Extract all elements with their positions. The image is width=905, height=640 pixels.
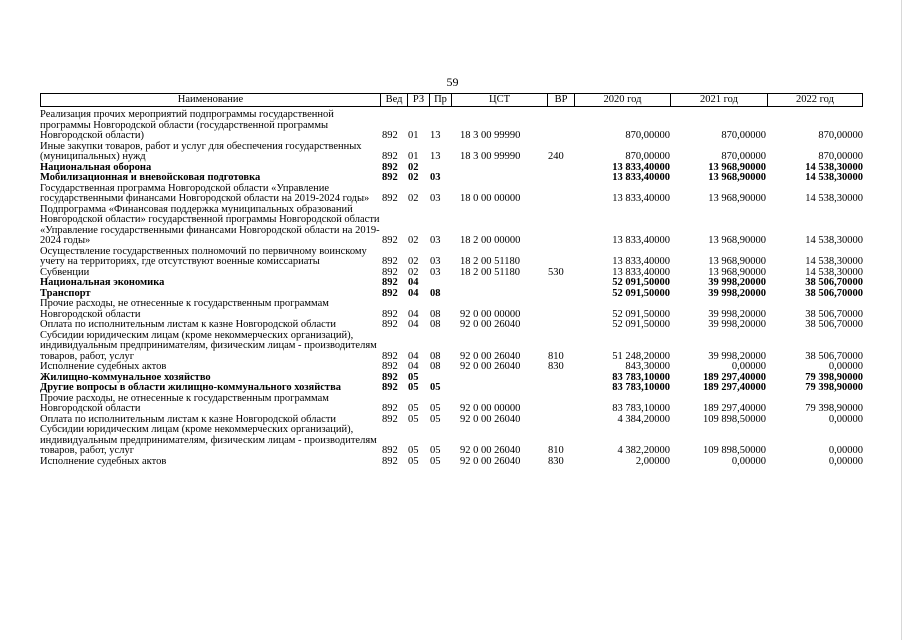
cell-ved: 892 — [382, 172, 398, 183]
cell-ved: 892 — [382, 371, 398, 383]
cell-y2021: 13 968,90000 — [708, 256, 766, 267]
cell-name: Национальная экономика — [40, 277, 165, 288]
table-row — [40, 457, 863, 468]
table-row — [40, 425, 863, 457]
table-header — [40, 93, 863, 107]
cell-y2022: 14 538,30000 — [805, 266, 863, 278]
cell-y2020: 13 833,40000 — [612, 193, 670, 204]
cell-cst: 92 0 00 00000 — [460, 308, 521, 320]
cell-name: Оплата по исполнительным листам к казне Новгородской области — [40, 319, 337, 330]
cell-rz: 02 — [408, 172, 419, 183]
cell-cst: 92 0 00 26040 — [460, 361, 521, 372]
cell-ved: 892 — [382, 350, 398, 362]
cell-rz: 04 — [408, 350, 419, 362]
cell-y2021: 13 968,90000 — [708, 235, 766, 246]
cell-y2021: 39 998,20000 — [708, 350, 766, 362]
cell-cst: 92 0 00 26040 — [460, 413, 521, 425]
cell-vr: 240 — [548, 151, 564, 162]
table-row — [40, 383, 863, 394]
cell-y2020: 51 248,20000 — [612, 350, 670, 362]
budget-table — [40, 110, 863, 467]
cell-y2022: 38 506,70000 — [805, 277, 863, 288]
cell-y2022: 14 538,30000 — [805, 256, 863, 267]
cell-y2020: 13 833,40000 — [612, 256, 670, 267]
cell-y2021: 870,00000 — [721, 130, 766, 141]
cell-y2021: 109 898,50000 — [703, 413, 766, 425]
cell-cst: 92 0 00 26040 — [460, 445, 521, 456]
cell-name: Государственная программа Новгородской области «Управление государственными финансами Новгородской области на 2019-2024 годы» — [40, 182, 370, 204]
cell-cst: 18 2 00 51180 — [460, 266, 520, 278]
cell-y2020: 52 091,50000 — [612, 287, 670, 299]
table-row — [40, 278, 863, 289]
cell-y2020: 83 783,10000 — [612, 403, 670, 414]
cell-pr: 13 — [430, 130, 441, 141]
cell-ved: 892 — [382, 151, 398, 162]
cell-name: Другие вопросы в области жилищно-коммунального хозяйства — [40, 382, 342, 393]
cell-name: Подпрограмма «Финансовая поддержка муниципальных образований Новгородской области» государственной программы Новгородской области «Управление государственными финансами Новгородской области на 2019-2024 годы» — [40, 203, 380, 246]
header-ved: Вед — [381, 94, 408, 106]
cell-rz: 02 — [408, 266, 419, 278]
cell-y2021: 870,00000 — [721, 151, 766, 162]
cell-y2021: 13 968,90000 — [708, 193, 766, 204]
cell-pr: 05 — [430, 403, 441, 414]
cell-ved: 892 — [382, 256, 398, 267]
cell-y2021: 13 968,90000 — [708, 172, 766, 183]
cell-y2021: 189 297,40000 — [703, 371, 766, 383]
table-row — [40, 173, 863, 184]
cell-y2020: 52 091,50000 — [612, 277, 670, 288]
cell-pr: 03 — [430, 235, 441, 246]
cell-name: Субсидии юридическим лицам (кроме некоммерческих организаций), индивидуальным предпринимателям, физическим лицам - производителям товаров, работ, услуг — [40, 329, 377, 362]
cell-y2022: 14 538,30000 — [805, 172, 863, 183]
cell-name: Исполнение судебных актов — [40, 361, 167, 372]
page-number: 59 — [446, 75, 459, 89]
cell-y2022: 0,00000 — [828, 445, 863, 456]
cell-rz: 04 — [408, 361, 419, 372]
header-vr: ВР — [548, 94, 575, 106]
cell-y2022: 870,00000 — [818, 151, 863, 162]
cell-y2020: 83 783,10000 — [612, 371, 670, 383]
cell-y2020: 4 382,20000 — [617, 445, 670, 456]
cell-rz: 04 — [408, 308, 419, 320]
cell-name: Субсидии юридическим лицам (кроме некоммерческих организаций), индивидуальным предпринимателям, физическим лицам - производителям товаров, работ, услуг — [40, 424, 377, 456]
cell-pr: 08 — [430, 308, 441, 320]
cell-pr: 08 — [430, 361, 441, 372]
cell-y2022: 79 398,90000 — [805, 382, 863, 393]
cell-rz: 05 — [408, 382, 419, 393]
cell-cst: 18 3 00 99990 — [460, 130, 521, 141]
cell-ved: 892 — [382, 403, 398, 414]
cell-y2020: 4 384,20000 — [617, 413, 670, 425]
cell-y2020: 52 091,50000 — [612, 308, 670, 320]
cell-y2022: 38 506,70000 — [805, 350, 863, 362]
cell-rz: 05 — [408, 403, 419, 414]
cell-vr: 810 — [548, 445, 564, 456]
cell-rz: 04 — [408, 287, 419, 299]
cell-y2021: 39 998,20000 — [708, 287, 766, 299]
cell-cst: 92 0 00 26040 — [460, 350, 521, 362]
cell-y2020: 52 091,50000 — [612, 319, 670, 330]
cell-y2020: 13 833,40000 — [612, 266, 670, 278]
cell-y2022: 14 538,30000 — [805, 193, 863, 204]
cell-y2020: 13 833,40000 — [612, 235, 670, 246]
cell-y2021: 39 998,20000 — [708, 308, 766, 320]
table-row — [40, 205, 863, 247]
cell-y2021: 189 297,40000 — [703, 403, 766, 414]
cell-rz: 02 — [408, 161, 419, 173]
cell-y2021: 13 968,90000 — [708, 266, 766, 278]
cell-ved: 892 — [382, 455, 398, 467]
header-2022: 2022 год — [796, 94, 834, 105]
cell-y2022: 38 506,70000 — [805, 287, 863, 299]
cell-vr: 810 — [548, 350, 564, 362]
cell-y2021: 13 968,90000 — [708, 161, 766, 173]
cell-rz: 04 — [408, 277, 419, 288]
cell-y2020: 843,30000 — [625, 361, 670, 372]
cell-ved: 892 — [382, 445, 398, 456]
cell-cst: 18 3 00 99990 — [460, 151, 521, 162]
cell-name: Транспорт — [40, 287, 91, 299]
cell-ved: 892 — [382, 235, 398, 246]
table-row — [40, 110, 863, 142]
cell-cst: 18 2 00 51180 — [460, 256, 520, 267]
table-row — [40, 184, 863, 205]
cell-cst: 92 0 00 00000 — [460, 403, 521, 414]
cell-rz: 05 — [408, 413, 419, 425]
header-rz: РЗ — [408, 94, 430, 106]
cell-vr: 830 — [548, 455, 564, 467]
table-row — [40, 142, 863, 163]
cell-pr: 03 — [430, 193, 441, 204]
cell-ved: 892 — [382, 161, 398, 173]
cell-rz: 01 — [408, 151, 419, 162]
cell-y2021: 39 998,20000 — [708, 319, 766, 330]
cell-y2022: 14 538,30000 — [805, 235, 863, 246]
cell-y2021: 0,00000 — [731, 361, 766, 372]
cell-rz: 04 — [408, 319, 419, 330]
cell-name: Жилищно-коммунальное хозяйство — [40, 371, 211, 383]
table-row — [40, 320, 863, 331]
cell-ved: 892 — [382, 319, 398, 330]
cell-ved: 892 — [382, 193, 398, 204]
cell-y2020: 2,00000 — [635, 455, 670, 467]
cell-y2021: 39 998,20000 — [708, 277, 766, 288]
cell-pr: 05 — [430, 445, 441, 456]
cell-cst: 92 0 00 26040 — [460, 455, 521, 467]
cell-y2021: 0,00000 — [731, 455, 766, 467]
cell-name: Национальная оборона — [40, 161, 152, 173]
cell-name: Осуществление государственных полномочий по первичному воинскому учету на территориях, где отсутствуют военные комиссариаты — [40, 245, 367, 267]
cell-rz: 05 — [408, 371, 419, 383]
cell-y2022: 79 398,90000 — [805, 371, 863, 383]
cell-name: Прочие расходы, не отнесенные к государственным программам Новгородской области — [40, 298, 329, 320]
table-row — [40, 299, 863, 320]
cell-y2020: 870,00000 — [625, 130, 670, 141]
header-pr: Пр — [430, 94, 452, 106]
cell-y2022: 0,00000 — [828, 361, 863, 372]
cell-y2020: 13 833,40000 — [612, 161, 670, 173]
cell-cst: 92 0 00 26040 — [460, 319, 521, 330]
cell-y2020: 13 833,40000 — [612, 172, 670, 183]
header-2020: 2020 год — [575, 94, 671, 106]
cell-name: Иные закупки товаров, работ и услуг для обеспечения государственных (муниципальных) нужд — [40, 140, 362, 162]
cell-ved: 892 — [382, 308, 398, 320]
cell-ved: 892 — [382, 266, 398, 278]
cell-ved: 892 — [382, 361, 398, 372]
table-row — [40, 247, 863, 268]
cell-rz: 02 — [408, 256, 419, 267]
table-row — [40, 362, 863, 373]
cell-name: Прочие расходы, не отнесенные к государственным программам Новгородской области — [40, 392, 329, 414]
cell-name: Субвенции — [40, 266, 90, 278]
cell-y2022: 79 398,90000 — [805, 403, 863, 414]
cell-rz: 02 — [408, 193, 419, 204]
cell-y2022: 0,00000 — [828, 455, 863, 467]
header-2021: 2021 год — [671, 94, 768, 106]
cell-cst: 18 0 00 00000 — [460, 193, 521, 204]
cell-rz: 02 — [408, 235, 419, 246]
cell-vr: 530 — [548, 266, 564, 278]
cell-y2021: 189 297,40000 — [703, 382, 766, 393]
header-cst: ЦСТ — [452, 94, 548, 106]
cell-pr: 05 — [430, 413, 441, 425]
table-row — [40, 331, 863, 363]
cell-ved: 892 — [382, 130, 398, 141]
cell-vr: 830 — [548, 361, 564, 372]
cell-pr: 08 — [430, 319, 441, 330]
cell-rz: 01 — [408, 130, 419, 141]
table-row — [40, 394, 863, 415]
cell-y2021: 109 898,50000 — [703, 445, 766, 456]
cell-name: Мобилизационная и вневойсковая подготовка — [40, 172, 261, 183]
cell-pr: 05 — [430, 382, 441, 393]
cell-ved: 892 — [382, 277, 398, 288]
cell-y2022: 14 538,30000 — [805, 161, 863, 173]
cell-pr: 05 — [430, 455, 441, 467]
cell-pr: 08 — [430, 287, 441, 299]
cell-y2020: 870,00000 — [625, 151, 670, 162]
cell-name: Оплата по исполнительным листам к казне Новгородской области — [40, 413, 337, 425]
cell-pr: 08 — [430, 350, 441, 362]
cell-rz: 05 — [408, 455, 419, 467]
cell-pr: 13 — [430, 151, 441, 162]
cell-ved: 892 — [382, 382, 398, 393]
cell-name: Исполнение судебных актов — [40, 455, 167, 467]
cell-ved: 892 — [382, 413, 398, 425]
cell-rz: 05 — [408, 445, 419, 456]
header-name: Наименование — [41, 94, 381, 106]
cell-y2022: 870,00000 — [818, 130, 863, 141]
scan-edge — [901, 0, 902, 640]
cell-y2020: 83 783,10000 — [612, 382, 670, 393]
cell-name: Реализация прочих мероприятий подпрограммы государственной программы Новгородской области (государственной программы Новгородской области) — [40, 109, 334, 141]
cell-y2022: 0,00000 — [828, 413, 863, 425]
cell-ved: 892 — [382, 287, 398, 299]
cell-pr: 03 — [430, 172, 441, 183]
cell-y2022: 38 506,70000 — [805, 319, 863, 330]
cell-pr: 03 — [430, 266, 441, 278]
cell-cst: 18 2 00 00000 — [460, 235, 521, 246]
cell-y2022: 38 506,70000 — [805, 308, 863, 320]
cell-pr: 03 — [430, 256, 441, 267]
